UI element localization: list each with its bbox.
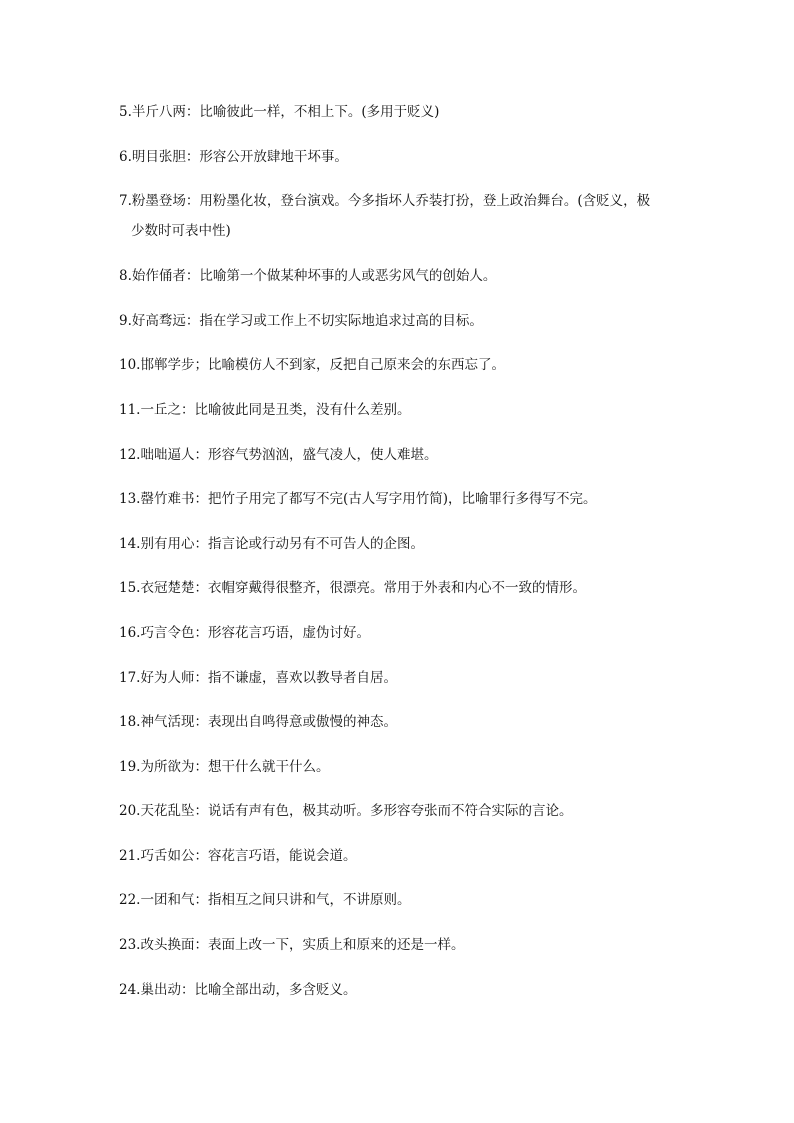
idiom-entry-12 — [119, 445, 689, 465]
entry-text: 5.半斤八两：比喻彼此一样，不相上下。(多用于贬义) — [119, 104, 440, 120]
entry-text: 13.罄竹难书：把竹子用完了都写不完(古人写字用竹简)，比喻罪行多得写不完。 — [119, 491, 597, 507]
entry-text: 17.好为人师：指不谦虚，喜欢以教导者自居。 — [119, 670, 397, 686]
idiom-entry-16 — [119, 623, 689, 643]
entry-text: 20.天花乱坠：说话有声有色，极其动听。多形容夸张而不符合实际的言论。 — [119, 803, 573, 819]
idiom-entry-13 — [119, 489, 689, 509]
idiom-entry-14 — [119, 534, 689, 554]
idiom-entry-21 — [119, 846, 689, 866]
idiom-entry-23 — [119, 935, 689, 955]
idiom-entry-10 — [119, 355, 689, 375]
entry-continuation: 少数时可表中性) — [131, 223, 231, 239]
idiom-entry-6 — [119, 147, 689, 167]
entry-text: 11.一丘之：比喻彼此同是丑类，没有什么差别。 — [119, 402, 411, 418]
idiom-entry-11 — [119, 400, 689, 420]
idiom-entry-22 — [119, 890, 689, 910]
entry-text: 6.明目张胆：形容公开放肆地干坏事。 — [119, 149, 348, 165]
entry-text: 16.巧言令色：形容花言巧语，虚伪讨好。 — [119, 625, 370, 641]
entry-text: 9.好高骛远：指在学习或工作上不切实际地追求过高的目标。 — [119, 313, 483, 329]
idiom-entry-15 — [119, 578, 689, 598]
idiom-entry-5 — [119, 102, 689, 122]
entry-text: 19.为所欲为：想干什么就干什么。 — [119, 759, 330, 775]
idiom-entry-7 — [119, 191, 689, 241]
entry-text: 8.始作俑者：比喻第一个做某种坏事的人或恶劣风气的创始人。 — [119, 268, 497, 284]
entry-text: 10.邯郸学步；比喻模仿人不到家，反把自己原来会的东西忘了。 — [119, 357, 505, 373]
entry-text: 14.别有用心：指言论或行动另有不可告人的企图。 — [119, 536, 424, 552]
idiom-entry-8 — [119, 266, 689, 286]
entry-text: 15.衣冠楚楚：衣帽穿戴得很整齐，很漂亮。常用于外表和内心不一致的情形。 — [119, 580, 586, 596]
entry-text: 21.巧舌如公：容花言巧语，能说会道。 — [119, 848, 357, 864]
entry-text: 23.改头换面：表面上改一下，实质上和原来的还是一样。 — [119, 937, 465, 953]
entry-text: 18.神气活现：表现出自鸣得意或傲慢的神态。 — [119, 714, 397, 730]
idiom-entry-19 — [119, 757, 689, 777]
idiom-entry-24 — [119, 980, 689, 1000]
entry-text: 22.一团和气：指相互之间只讲和气，不讲原则。 — [119, 892, 411, 908]
entry-text: 12.咄咄逼人：形容气势汹汹，盛气凌人，使人难堪。 — [119, 447, 438, 463]
entry-text: 24.巢出动：比喻全部出动，多含贬义。 — [119, 982, 357, 998]
idiom-entry-18 — [119, 712, 689, 732]
idiom-entry-20 — [119, 801, 689, 821]
idiom-entry-17 — [119, 668, 689, 688]
idiom-entry-9 — [119, 311, 689, 331]
entry-text: 7.粉墨登场：用粉墨化妆，登台演戏。今多指坏人乔装打扮，登上政治舞台。(含贬义，极 — [119, 193, 651, 209]
